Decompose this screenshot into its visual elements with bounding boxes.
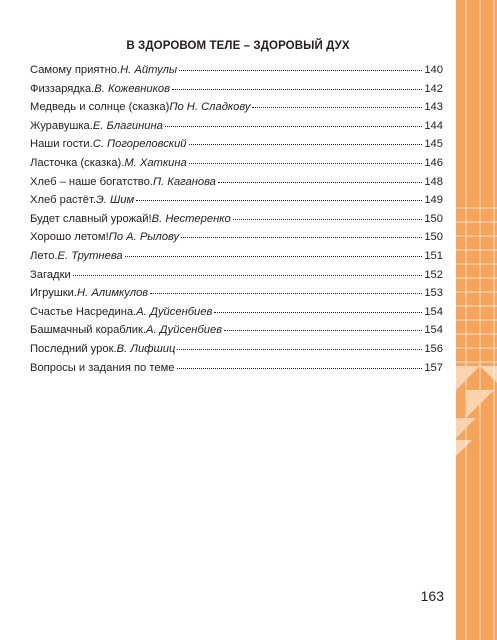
toc-entry[interactable] <box>30 213 443 232</box>
entry-author: Н. Айтулы <box>120 64 178 76</box>
entry-author: Э. Шим <box>95 194 135 207</box>
dot-leader <box>172 89 422 90</box>
entry-author: В. Нестеренко <box>151 212 231 225</box>
entry-author: Н. Алимкулов <box>77 287 149 300</box>
toc-entry[interactable] <box>30 138 443 157</box>
entry-author: В. Лифшиц <box>116 342 176 355</box>
entry-title: Башмачный кораблик. <box>30 324 146 337</box>
entry-title: Хлеб растёт. <box>30 194 96 207</box>
entry-page-number: 140 <box>424 64 443 76</box>
dot-leader <box>224 330 422 331</box>
dot-leader <box>218 182 422 183</box>
entry-author: По Н. Сладкову <box>169 101 251 114</box>
toc-entry[interactable] <box>30 324 443 343</box>
toc-entry[interactable] <box>30 306 443 325</box>
entry-title: Ласточка (сказка). <box>30 156 125 169</box>
toc-entry[interactable] <box>30 231 443 250</box>
entry-title: Физзарядка. <box>30 82 95 95</box>
entry-page-number: 156 <box>424 342 443 355</box>
dot-leader <box>233 219 423 220</box>
entry-page-number: 150 <box>424 231 443 244</box>
dot-leader <box>177 349 422 350</box>
entry-page-number: 151 <box>424 249 443 262</box>
toc-entry[interactable] <box>30 194 443 213</box>
dot-leader <box>177 368 423 369</box>
entry-title: Самому приятно. <box>30 64 121 76</box>
entry-page-number: 149 <box>424 194 443 207</box>
entry-title: Счастье Насредина. <box>30 305 137 318</box>
decorative-side-band <box>456 0 497 640</box>
entry-page-number: 152 <box>424 268 443 281</box>
toc-entry[interactable] <box>30 362 443 381</box>
dot-leader <box>150 293 422 294</box>
entry-title: Журавушка. <box>30 119 93 132</box>
toc-entry[interactable] <box>30 157 443 176</box>
dot-leader <box>181 237 422 238</box>
dot-leader <box>73 275 423 276</box>
entry-title: Хорошо летом! <box>30 231 109 244</box>
entry-page-number: 150 <box>424 212 443 225</box>
entry-page-number: 145 <box>424 138 443 151</box>
entry-title: Игрушки. <box>30 287 78 300</box>
entry-author: С. Погореловский <box>92 138 187 151</box>
entry-author: Е. Благинина <box>92 119 163 132</box>
section-heading: В ЗДОРОВОМ ТЕЛЕ – ЗДОРОВЫЙ ДУХ <box>126 40 350 52</box>
entry-author: По А. Рылову <box>108 231 180 244</box>
toc-entry[interactable] <box>30 176 443 195</box>
dot-leader <box>189 144 423 145</box>
entry-page-number: 146 <box>424 156 443 169</box>
entry-page-number: 142 <box>424 82 443 95</box>
entry-author: Е. Трутнева <box>57 249 123 262</box>
entry-page-number: 144 <box>424 119 443 132</box>
entry-author: П. Каганова <box>152 175 216 188</box>
entry-author: В. Кожевников <box>94 82 170 95</box>
page-number: 163 <box>420 588 444 604</box>
entry-title: Будет славный урожай! <box>30 212 152 225</box>
entry-title: Хлеб – наше богатство. <box>30 175 153 188</box>
entry-page-number: 157 <box>424 361 443 374</box>
toc-entry[interactable] <box>30 101 443 120</box>
dot-leader <box>214 312 422 313</box>
entry-title: Вопросы и задания по теме <box>30 361 175 374</box>
dot-leader <box>179 70 422 71</box>
entry-page-number: 154 <box>424 305 443 318</box>
table-of-contents <box>30 64 443 380</box>
toc-entry[interactable] <box>30 269 443 288</box>
dot-leader <box>136 200 422 201</box>
toc-entry[interactable] <box>30 287 443 306</box>
dot-leader <box>252 107 422 108</box>
dot-leader <box>125 256 423 257</box>
toc-entry[interactable] <box>30 64 443 83</box>
dot-leader <box>189 163 423 164</box>
toc-entry[interactable] <box>30 250 443 269</box>
entry-title: Медведь и солнце (сказка) <box>30 101 170 114</box>
entry-title: Лето. <box>30 249 58 262</box>
entry-page-number: 154 <box>424 324 443 337</box>
entry-page-number: 153 <box>424 287 443 300</box>
entry-title: Загадки <box>30 268 71 281</box>
entry-author: М. Хаткина <box>124 156 187 169</box>
entry-page-number: 148 <box>424 175 443 188</box>
entry-page-number: 143 <box>424 101 443 114</box>
entry-author: А. Дуйсенбиев <box>145 324 223 337</box>
dot-leader <box>165 126 422 127</box>
toc-entry[interactable] <box>30 343 443 362</box>
entry-title: Наши гости. <box>30 138 93 151</box>
entry-title: Последний урок. <box>30 342 117 355</box>
entry-author: А. Дуйсенбиев <box>136 305 213 318</box>
toc-entry[interactable] <box>30 83 443 102</box>
toc-entry[interactable] <box>30 120 443 139</box>
grid-pattern <box>456 0 497 640</box>
